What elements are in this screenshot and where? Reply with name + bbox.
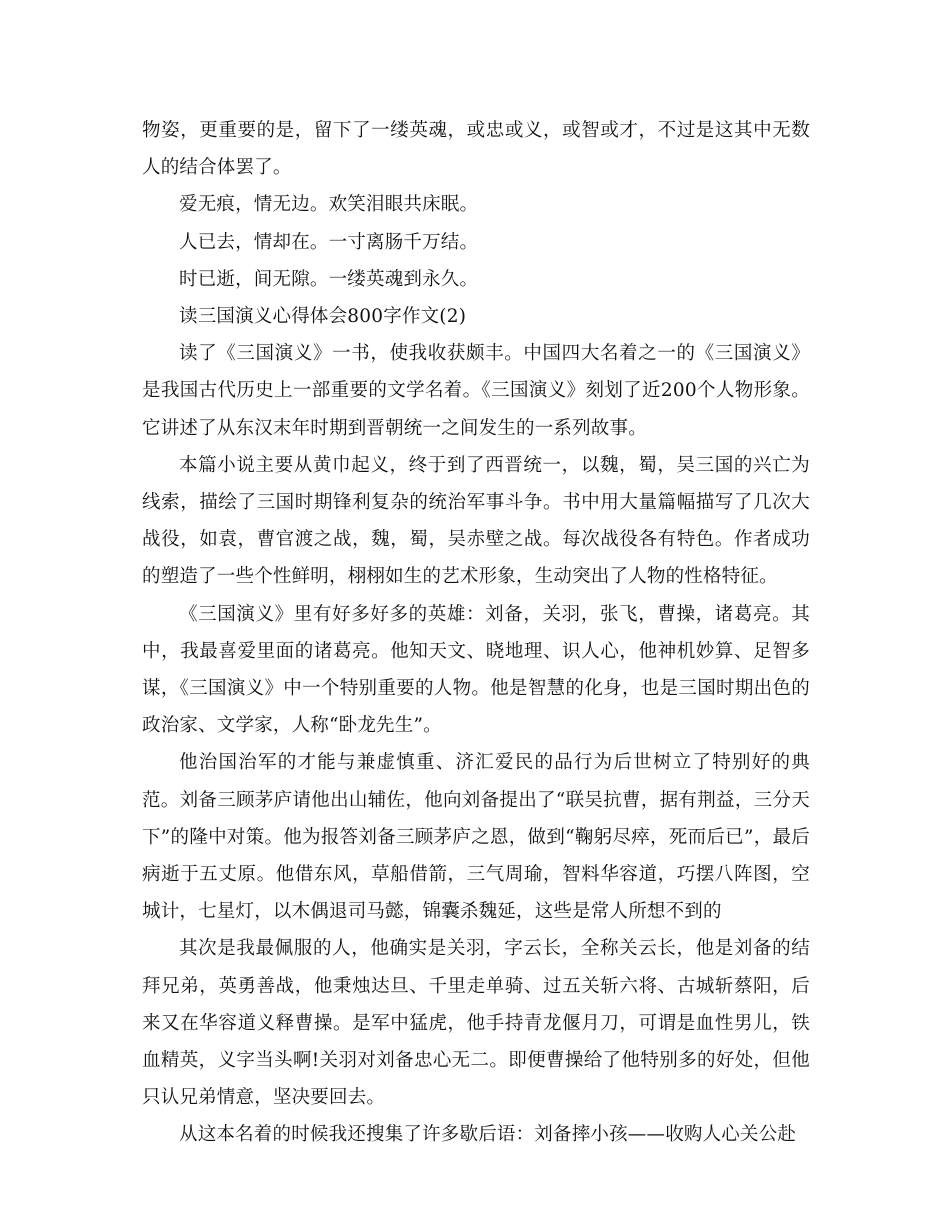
paragraph: 《三国演义》里有好多好多的英雄：刘备，关羽，张飞，曹操，诸葛亮。其中，我最喜爱里面的诸葛亮。他知天文、晓地理、识人心，他神机妙算、足智多谋，《三国演义》中一个特别重要的人物。他是智慧的化身，也是三国时期出色的政治家、文学家，人称“卧龙先生”。: [142, 603, 810, 737]
section-heading: 读三国演义心得体会800字作文(2): [179, 306, 467, 328]
paragraph: 物姿，更重要的是，留下了一缕英魂，或忠或义，或智或才，不过是这其中无数人的结合体罢了。: [142, 120, 810, 179]
poem-line: 时已逝，间无隙。一缕英魂到永久。: [179, 268, 479, 290]
article-body: [142, 112, 810, 1154]
poem-line: 人已去，情却在。一寸离肠千万结。: [179, 231, 479, 253]
paragraph: 本篇小说主要从黄巾起义，终于到了西晋统一，以魏，蜀，吴三国的兴亡为线索，描绘了三国时期锋利复杂的统治军事斗争。书中用大量篇幅描写了几次大战役，如袁，曹官渡之战，魏，蜀，吴赤壁之战。每次战役各有特色。作者成功的塑造了一些个性鲜明，栩栩如生的艺术形象，生动突出了人物的性格特征。: [142, 454, 810, 588]
paragraph: 其次是我最佩服的人，他确实是关羽，字云长，全称关云长，他是刘备的结拜兄弟，英勇善战，他秉烛达旦、千里走单骑、过五关斩六将、古城斩蔡阳，后来又在华容道义释曹操。是军中猛虎，他手持青龙偃月刀，可谓是血性男儿，铁血精英，义字当头啊!关羽对刘备忠心无二。即便曹操给了他特别多的好处，但他只认兄弟情意，坚决要回去。: [142, 938, 810, 1109]
paragraph: 读了《三国演义》一书，使我收获颇丰。中国四大名着之一的《三国演义》是我国古代历史上一部重要的文学名着。《三国演义》刻划了近200个人物形象。它讲述了从东汉末年时期到晋朝统一之间发生的一系列故事。: [142, 343, 810, 439]
paragraph: 从这本名着的时候我还搜集了许多歇后语：刘备摔小孩——收购人心关公赴: [179, 1124, 797, 1146]
paragraph: 他治国治军的才能与兼虚慎重、济汇爱民的品行为后世树立了特别好的典范。刘备三顾茅庐请他出山辅佐，他向刘备提出了“联吴抗曹，据有荆益，三分天下”的隆中对策。他为报答刘备三顾茅庐之恩，做到“鞠躬尽瘁，死而后已”，最后病逝于五丈原。他借东风，草船借箭，三气周瑜，智料华容道，巧摆八阵图，空城计，七星灯，以木偶退司马懿，锦囊杀魏延，这些是常人所想不到的: [142, 752, 810, 923]
poem-line: 爱无痕，情无边。欢笑泪眼共床眠。: [179, 194, 479, 216]
